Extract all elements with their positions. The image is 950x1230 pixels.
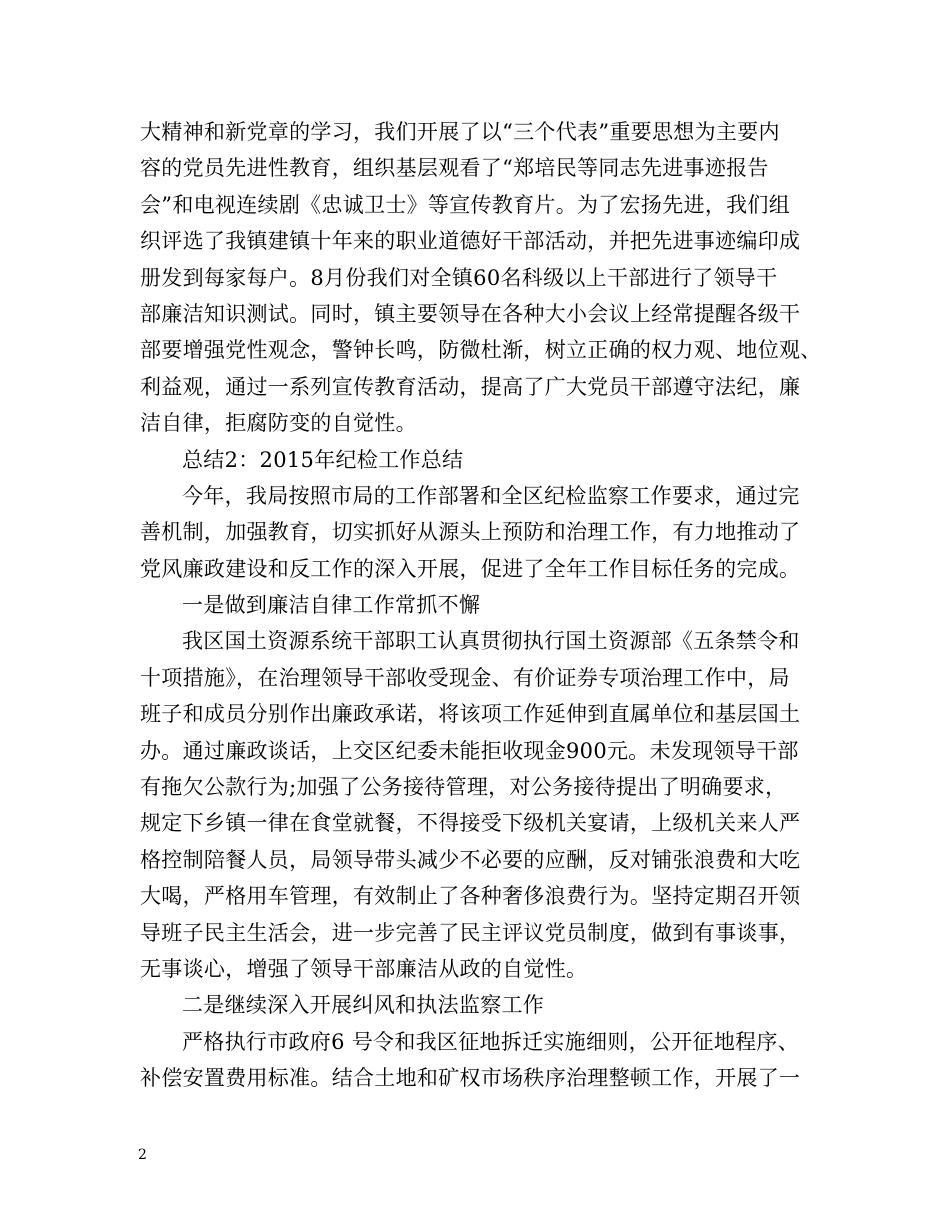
text-line: 会”和电视连续剧《忠诚卫士》等宣传教育片。为了宏扬先进，我们组 xyxy=(140,192,791,217)
text-line: 格控制陪餐人员，局领导带头减少不必要的应酬，反对铺张浪费和大吃 xyxy=(140,847,801,872)
text-line: 十项措施》，在治理领导干部收受现金、有价证券专项治理工作中，局 xyxy=(140,665,790,690)
text-line: 善机制，加强教育，切实抓好从源头上预防和治理工作，有力地推动了 xyxy=(140,520,801,545)
text-line: 导班子民主生活会，进一步完善了民主评议党员制度，做到有事谈事， xyxy=(140,920,801,945)
text-line: 织评选了我镇建镇十年来的职业道德好干部活动，并把先进事迹编印成 xyxy=(140,229,801,254)
text-line: 班子和成员分别作出廉政承诺，将该项工作延伸到直属单位和基层国土 xyxy=(140,702,801,727)
text-line: 利益观，通过一系列宣传教育活动，提高了广大党员干部遵守法纪，廉 xyxy=(140,374,801,399)
text-line: 容的党员先进性教育，组织基层观看了“郑培民等同志先进事迹报告 xyxy=(140,156,769,181)
text-line: 党风廉政建设和反工作的深入开展，促进了全年工作目标任务的完成。 xyxy=(140,556,801,581)
text-line: 补偿安置费用标准。结合土地和矿权市场秩序治理整顿工作，开展了一 xyxy=(140,1066,801,1091)
text-line: 办。通过廉政谈话，上交区纪委未能拒收现金900元。未发现领导干部 xyxy=(140,738,799,763)
text-line: 无事谈心，增强了领导干部廉洁从政的自觉性。 xyxy=(140,956,588,981)
text-line: 二是继续深入开展纠风和执法监察工作 xyxy=(182,993,545,1018)
text-line: 总结2：2015年纪检工作总结 xyxy=(182,447,464,472)
text-line: 规定下乡镇一律在食堂就餐，不得接受下级机关宴请，上级机关来人严 xyxy=(140,811,801,836)
text-line: 大喝，严格用车管理，有效制止了各种奢侈浪费行为。坚持定期召开领 xyxy=(140,884,801,909)
text-line: 部要增强党性观念，警钟长鸣，防微杜渐，树立正确的权力观、地位观、 xyxy=(140,338,822,363)
text-line: 今年，我局按照市局的工作部署和全区纪检监察工作要求，通过完 xyxy=(182,483,800,508)
text-line: 我区国土资源系统干部职工认真贯彻执行国土资源部《五条禁令和 xyxy=(182,629,800,654)
page-number: 2 xyxy=(138,1147,147,1163)
body-text xyxy=(140,114,840,1097)
text-line: 部廉洁知识测试。同时，镇主要领导在各种大小会议上经常提醒各级干 xyxy=(140,301,801,326)
text-line: 严格执行市政府6 号令和我区征地拆迁实施细则，公开征地程序、 xyxy=(182,1029,800,1054)
text-line: 洁自律，拒腐防变的自觉性。 xyxy=(140,411,417,436)
text-line: 册发到每家每户。8月份我们对全镇60名科级以上干部进行了领导干 xyxy=(140,265,778,290)
text-line: 一是做到廉洁自律工作常抓不懈 xyxy=(182,593,481,618)
text-line: 有拖欠公款行为;加强了公务接待管理，对公务接待提出了明确要求， xyxy=(140,775,787,800)
text-line: 大精神和新党章的学习，我们开展了以“三个代表”重要思想为主要内 xyxy=(140,120,780,144)
